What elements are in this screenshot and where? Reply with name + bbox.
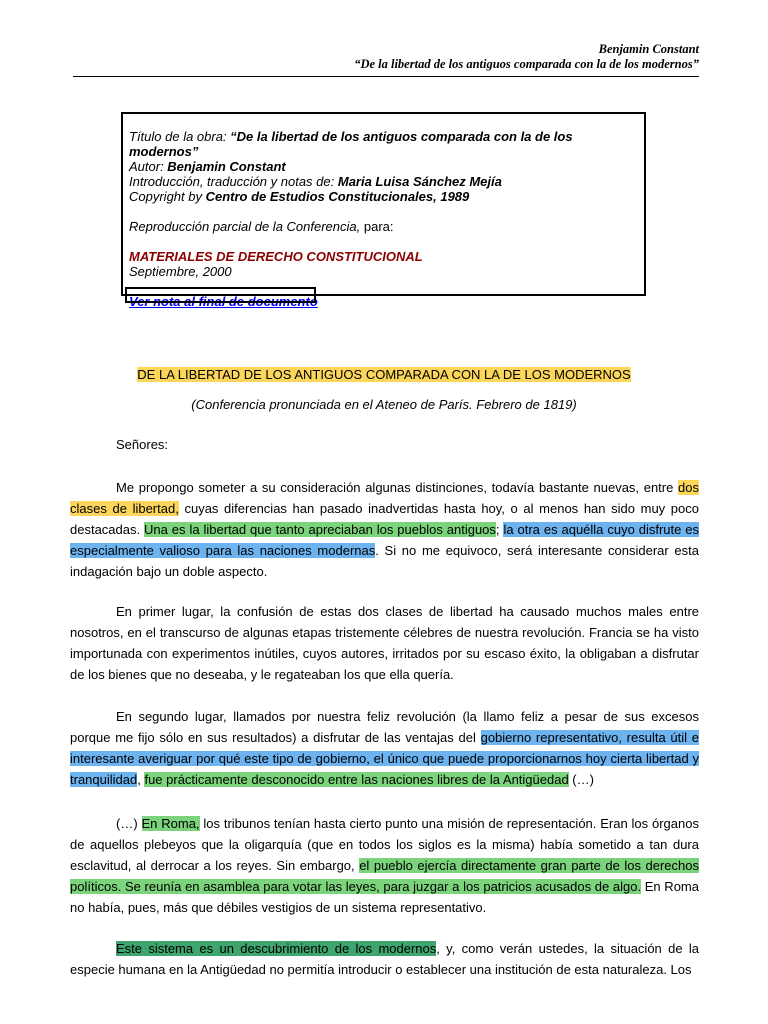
text-run: ; xyxy=(495,522,504,537)
info-title-value: “De la libertad de los antiguos comparada con la de los modernos” xyxy=(129,129,573,159)
header-author: Benjamin Constant xyxy=(598,42,699,56)
text-run: , xyxy=(137,772,145,787)
document-subtitle: (Conferencia pronunciada en el Ateneo de París. Febrero de 1819) xyxy=(191,397,577,412)
text-run: cuyas diferencias han pasado inadvertidas hasta hoy, o al menos han sido muy poco destacadas. xyxy=(70,501,699,537)
paragraph-4 xyxy=(70,813,699,918)
text-run: . Si no me equivoco, será interesante considerar esta indagación bajo un doble aspecto. xyxy=(70,543,699,579)
info-copyright-label: Copyright by xyxy=(129,189,206,204)
info-intro-value: Maria Luisa Sánchez Mejía xyxy=(337,174,502,189)
highlighted-text: fue prácticamente desconocido entre las naciones libres de la Antigüedad xyxy=(144,772,569,787)
materiales-date: Septiembre, 2000 xyxy=(129,264,232,279)
paragraph-3 xyxy=(70,706,699,790)
info-repro-label: Reproducción parcial de la Conferencia, xyxy=(129,219,361,234)
paragraph-1 xyxy=(70,477,699,582)
info-intro-label: Introducción, traducción y notas de: xyxy=(129,174,338,189)
highlighted-text: el pueblo ejercía directamente gran parte de los derechos políticos. Se reunía en asamblea para votar las leyes, para juzgar a los patricios acusados de algo. xyxy=(70,858,699,894)
highlighted-text: gobierno representativo, resulta útil e interesante averiguar por qué este tipo de gobierno, el único que puede proporcionarnos hoy cierta libertad y tranquilidad xyxy=(70,730,699,787)
highlighted-text: Una es la libertad que tanto apreciaban los pueblos antiguos xyxy=(144,522,496,537)
salutation xyxy=(70,434,699,455)
highlighted-text: dos clases de libertad, xyxy=(70,480,699,516)
paragraph-3-text xyxy=(70,706,699,790)
info-repro-rest: para: xyxy=(360,219,394,234)
info-box xyxy=(121,112,646,309)
text-run: En segundo lugar, llamados por nuestra feliz revolución (la llamo feliz a pesar de sus excesos porque me fijo sólo en sus resultados) a disfrutar de las ventajas del xyxy=(70,709,699,745)
paragraph-2 xyxy=(70,601,699,685)
info-copyright-line xyxy=(129,189,644,204)
info-title-label: Título de la obra: xyxy=(129,129,231,144)
salutation-text: Señores: xyxy=(116,437,169,452)
paragraph-2-text: En primer lugar, la confusión de estas dos clases de libertad ha causado muchos males entre nosotros, en el transcurso de algunas etapas tristemente célebres de nuestra revolución. Francia se ha visto importunada con experimentos inútiles, cuyos autores, irritados por su escaso éxito, la obligaban a disfrutar de los bienes que no deseaba, y le regateaban los que ella quería. xyxy=(70,604,699,682)
text-run: , y, como verán ustedes, la situación de la especie humana en la Antigüedad no permitía introducir o establecer una institución de esta naturaleza. Los xyxy=(70,941,699,977)
info-repro-line xyxy=(129,219,644,234)
info-box-content xyxy=(129,129,644,309)
text-run: (…) xyxy=(568,772,594,787)
end-note-link[interactable]: Ver nota al final de documento xyxy=(129,294,318,309)
info-intro-line xyxy=(129,174,644,189)
info-author-label: Autor: xyxy=(129,159,168,174)
running-header xyxy=(354,42,699,72)
document-title-text: DE LA LIBERTAD DE LOS ANTIGUOS COMPARADA CON LA DE LOS MODERNOS xyxy=(137,367,631,382)
materiales-title: MATERIALES DE DERECHO CONSTITUCIONAL xyxy=(129,249,423,264)
info-author-value: Benjamin Constant xyxy=(167,159,286,174)
header-rule xyxy=(73,76,699,77)
info-title-line xyxy=(129,129,644,159)
paragraph-5-text xyxy=(70,938,699,980)
header-work-title: “De la libertad de los antiguos comparada con la de los modernos” xyxy=(354,57,699,71)
paragraph-4-text xyxy=(70,813,699,918)
paragraph-1-text xyxy=(70,477,699,582)
document-title xyxy=(0,366,768,383)
highlighted-text: Este sistema es un descubrimiento de los modernos xyxy=(116,941,437,956)
text-run: Me propongo someter a su consideración algunas distinciones, todavía bastante nuevas, entre xyxy=(116,480,679,495)
empty-frame xyxy=(125,287,316,303)
highlighted-text: En Roma, xyxy=(141,816,200,831)
text-run: (…) xyxy=(116,816,142,831)
text-run: En Roma no había, pues, más que débiles vestigios de un sistema representativo. xyxy=(70,879,699,915)
text-run: los tribunos tenían hasta cierto punto una misión de representación. Eran los órganos de aquellos plebeyos que la oligarquía (que en todos los siglos es la misma) había sometido a tan dura esclavitud, al derrocar a los reyes. Sin embargo, xyxy=(70,816,699,873)
highlighted-text: la otra es aquélla cuyo disfrute es especialmente valioso para las naciones modernas xyxy=(70,522,700,558)
paragraph-5 xyxy=(70,938,699,980)
info-copyright-value: Centro de Estudios Constitucionales, 1989 xyxy=(205,189,470,204)
info-author-line xyxy=(129,159,644,174)
